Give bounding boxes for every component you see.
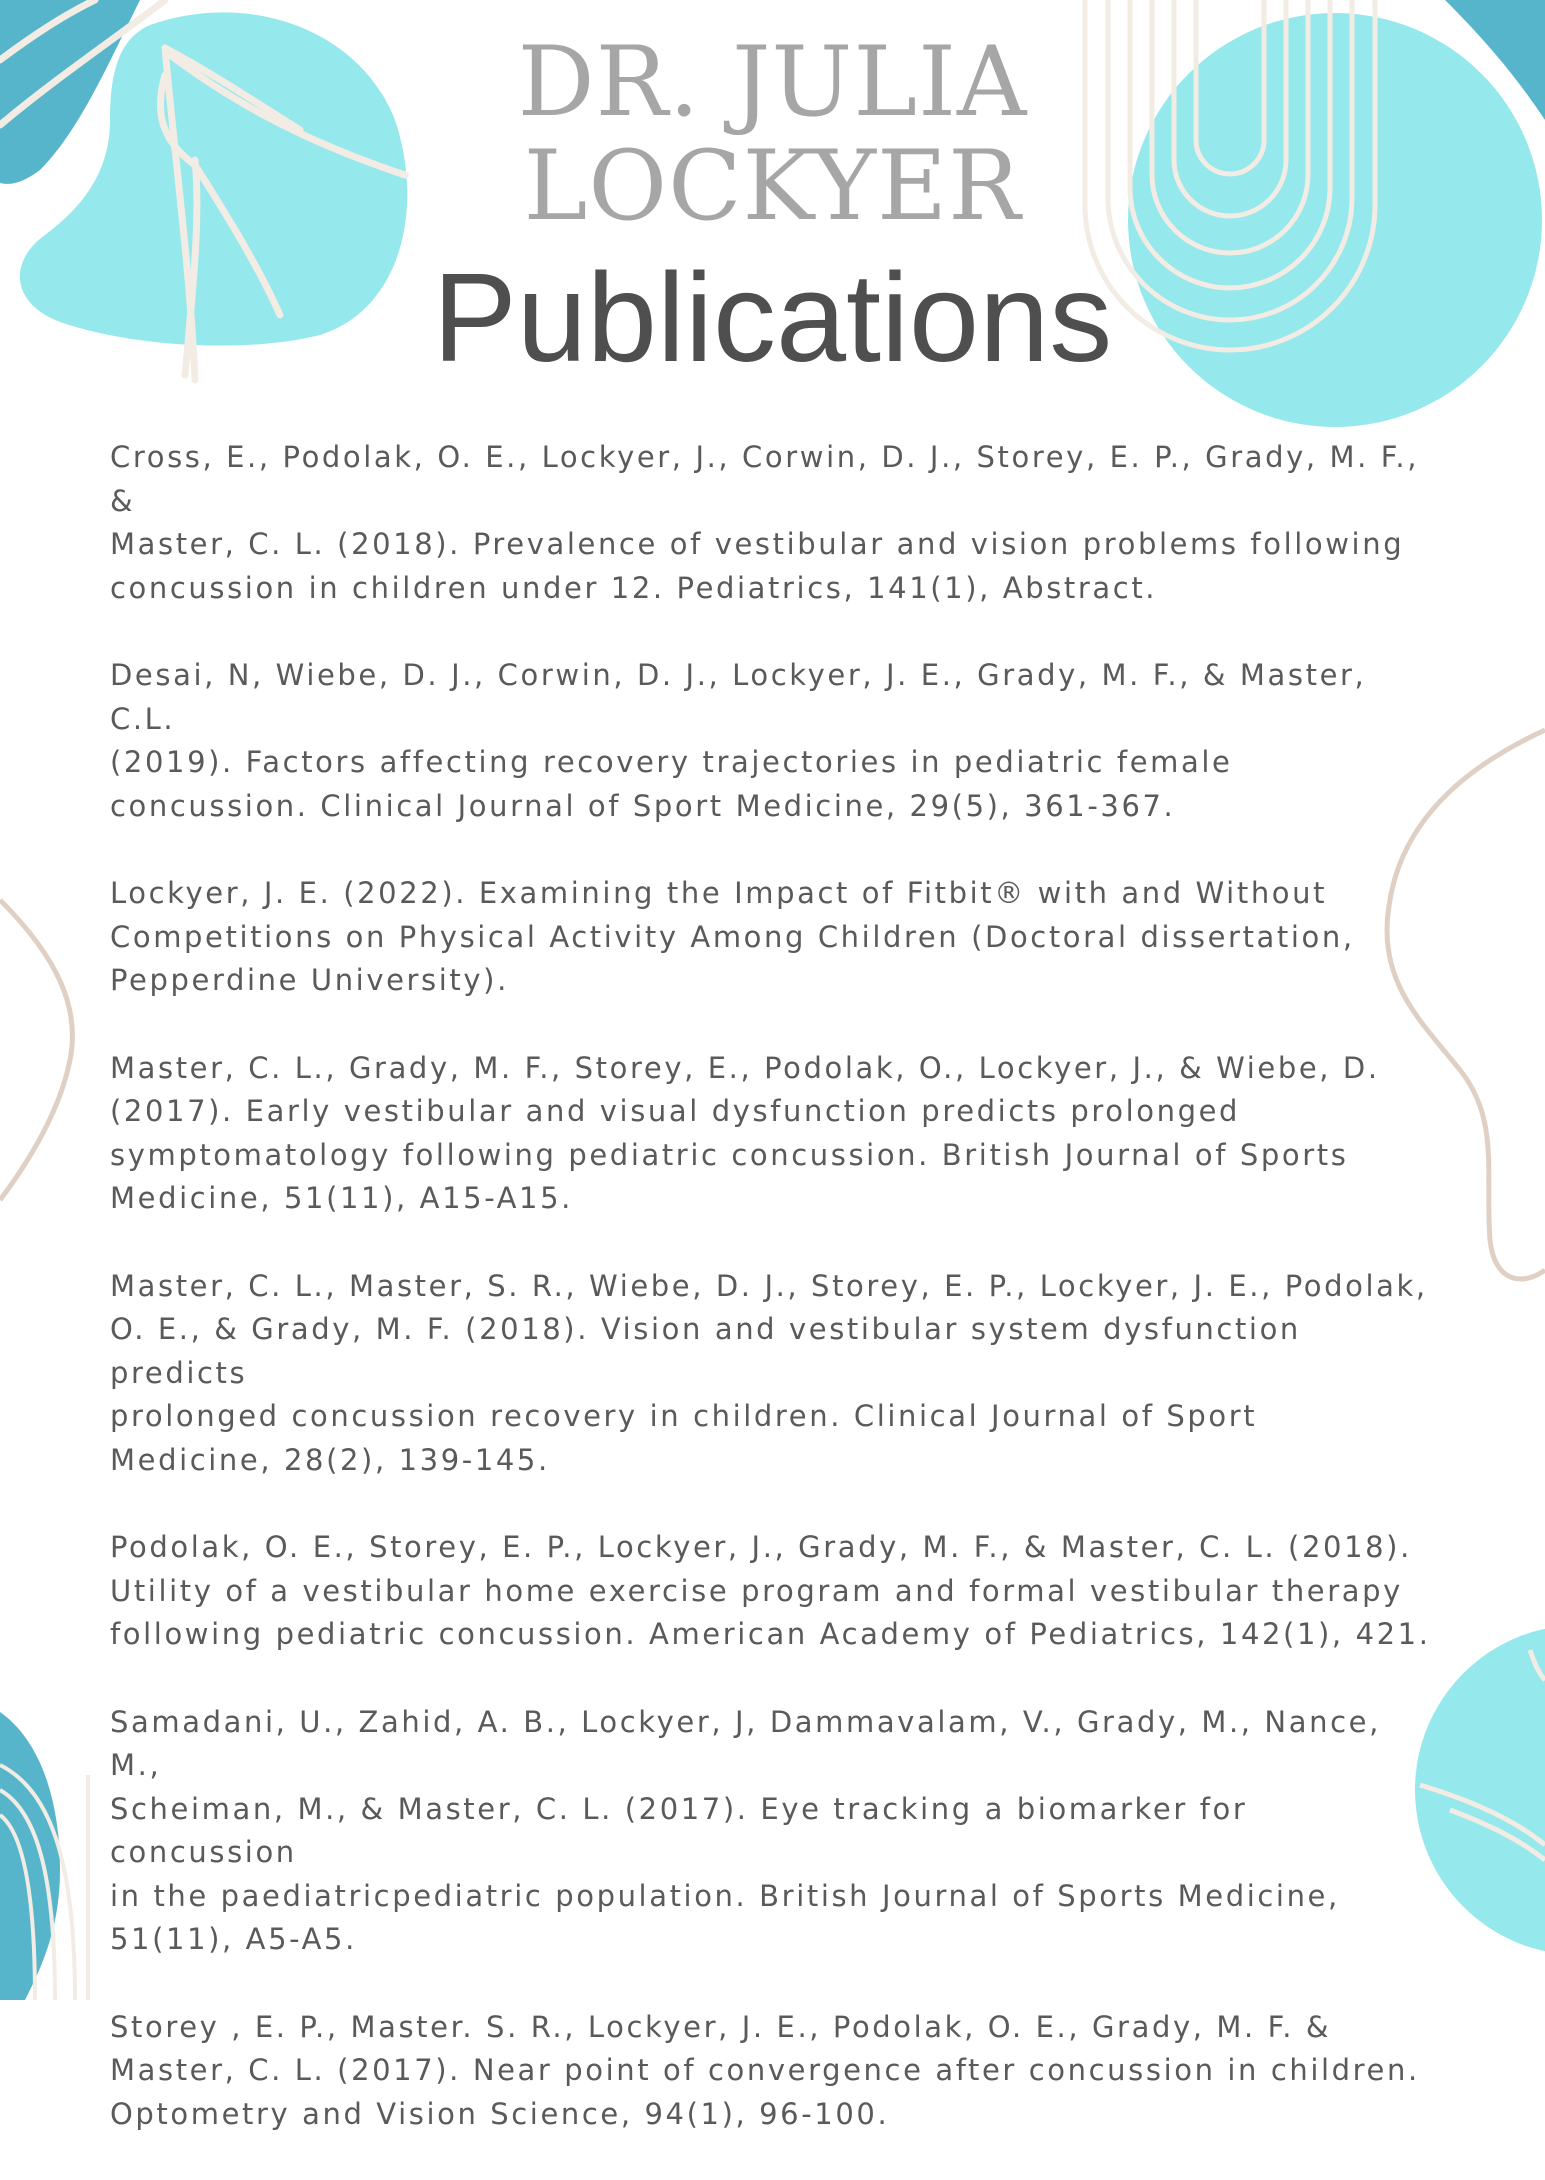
publication-entry: Master, C. L., Master, S. R., Wiebe, D. J., Storey, E. P., Lockyer, J. E., Podolak, O. E., & Grady, M. F. (2018). Vision and vestibular system dysfunction predicts prolonged concussion recovery in children. Clinical Journal of Sport Medicine, 28(2), 139-145. (110, 1268, 1428, 1477)
publication-list (110, 436, 1440, 2180)
page-title: Publications (432, 247, 1113, 388)
author-name-line-1: DR. JULIA (517, 26, 1028, 138)
publication-entry: Samadani, U., Zahid, A. B., Lockyer, J, Dammavalam, V., Grady, M., Nance, M., Scheiman, M., & Master, C. L. (2017). Eye tracking a biomarker for concussion in the paediatricpediatric population. British Journal of Sports Medicine, 51(11), A5-A5. (110, 1704, 1381, 1956)
author-name-line-2: LOCKYER (523, 130, 1022, 242)
page-header (0, 26, 1545, 388)
publication-entry: Storey , E. P., Master. S. R., Lockyer, J. E., Podolak, O. E., Grady, M. F. & Master, C. L. (2017). Near point of convergence after concussion in children. Optometry and Vision Science, 94(1), 96-100. (110, 2009, 1420, 2131)
publication-entry: Lockyer, J. E. (2022). Examining the Impact of Fitbit® with and Without Competitions on Physical Activity Among Children (Doctoral dissertation, Pepperdine University). (110, 876, 1355, 997)
publication-entry: Master, C. L., Grady, M. F., Storey, E., Podolak, O., Lockyer, J., & Wiebe, D. (2017). Early vestibular and visual dysfunction predicts prolonged symptomatology following pediatric concussion. British Journal of Sports Medicine, 51(11), A15-A15. (110, 1050, 1380, 1215)
publication-entry: Cross, E., Podolak, O. E., Lockyer, J., Corwin, D. J., Storey, E. P., Grady, M. F., & Master, C. L. (2018). Prevalence of vestibular and vision problems following concussion in children under 12. Pediatrics, 141(1), Abstract. (110, 440, 1420, 605)
wavy-line-left (0, 900, 72, 1200)
publication-entry: Podolak, O. E., Storey, E. P., Lockyer, J., Grady, M. F., & Master, C. L. (2018). Utility of a vestibular home exercise program and formal vestibular therapy following pediatric concussion. American Academy of Pediatrics, 142(1), 421. (110, 1530, 1431, 1651)
publication-entry: Desai, N, Wiebe, D. J., Corwin, D. J., Lockyer, J. E., Grady, M. F., & Master, C.L. (2019). Factors affecting recovery trajectories in pediatric female concussion. Clinical Journal of Sport Medicine, 29(5), 361-367. (110, 658, 1367, 823)
teal-blob-bottom-left (0, 1712, 60, 2000)
